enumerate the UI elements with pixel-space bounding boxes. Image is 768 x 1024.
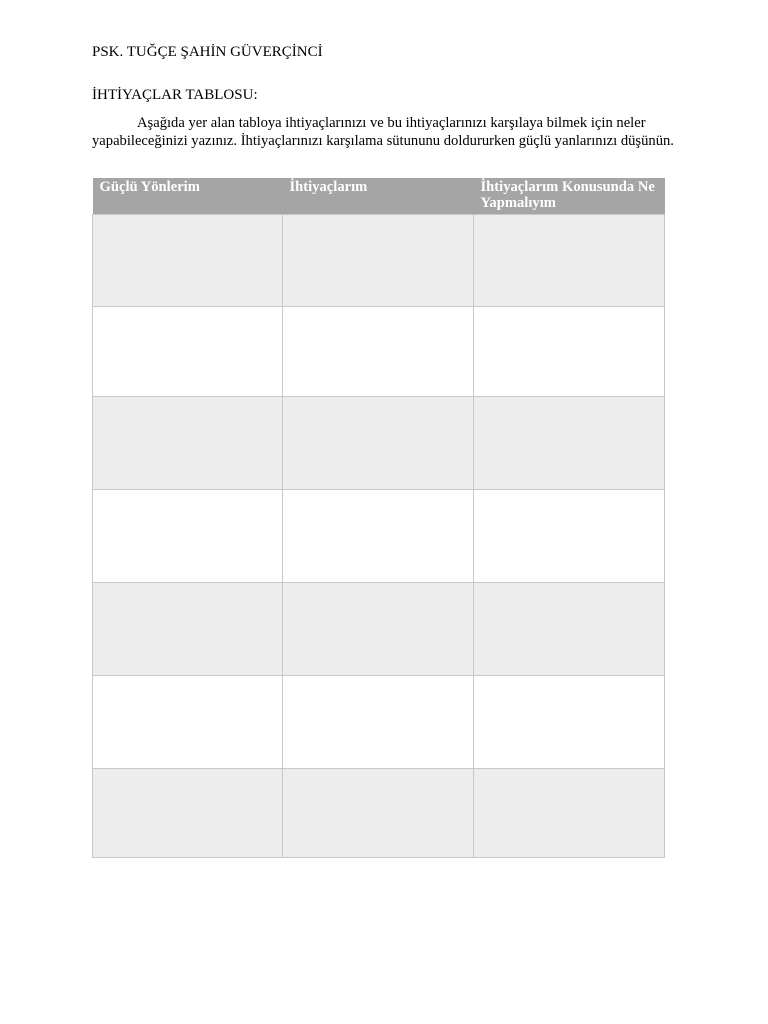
- needs-cell[interactable]: [283, 769, 474, 858]
- needs-cell[interactable]: [283, 490, 474, 583]
- needs-cell[interactable]: [283, 676, 474, 769]
- table-row: [93, 397, 665, 490]
- document-title: İHTİYAÇLAR TABLOSU:: [92, 87, 258, 103]
- table-header-row: [93, 178, 665, 215]
- what-to-do-cell[interactable]: [474, 397, 665, 490]
- what-to-do-cell[interactable]: [474, 215, 665, 307]
- strengths-cell[interactable]: [93, 397, 283, 490]
- instructions-paragraph: Aşağıda yer alan tabloya ihtiyaçlarınızı ve bu ihtiyaçlarınızı karşılaya bilmek için neler yapabileceğinizi yazınız. İhtiyaçlarınızı karşılama sütununu doldururken güçlü yanlarınızı düşünün.: [92, 115, 674, 149]
- strengths-cell[interactable]: [93, 583, 283, 676]
- what-to-do-cell[interactable]: [474, 769, 665, 858]
- what-to-do-cell[interactable]: [474, 676, 665, 769]
- what-to-do-cell[interactable]: [474, 583, 665, 676]
- table-row: [93, 676, 665, 769]
- needs-cell[interactable]: [283, 215, 474, 307]
- table-row: [93, 215, 665, 307]
- strengths-cell[interactable]: [93, 307, 283, 397]
- table-row: [93, 307, 665, 397]
- author-name: PSK. TUĞÇE ŞAHİN GÜVERÇİNCİ: [92, 44, 323, 60]
- header-what-to-do: İhtiyaçlarım Konusunda Ne Yapmalıyım: [474, 178, 665, 215]
- needs-cell[interactable]: [283, 397, 474, 490]
- what-to-do-cell[interactable]: [474, 490, 665, 583]
- table-row: [93, 583, 665, 676]
- strengths-cell[interactable]: [93, 769, 283, 858]
- strengths-cell[interactable]: [93, 215, 283, 307]
- needs-cell[interactable]: [283, 583, 474, 676]
- table-row: [93, 490, 665, 583]
- header-strengths: Güçlü Yönlerim: [93, 178, 283, 215]
- strengths-cell[interactable]: [93, 676, 283, 769]
- needs-cell[interactable]: [283, 307, 474, 397]
- needs-table: [92, 178, 665, 858]
- strengths-cell[interactable]: [93, 490, 283, 583]
- header-needs: İhtiyaçlarım: [283, 178, 474, 215]
- what-to-do-cell[interactable]: [474, 307, 665, 397]
- table-row: [93, 769, 665, 858]
